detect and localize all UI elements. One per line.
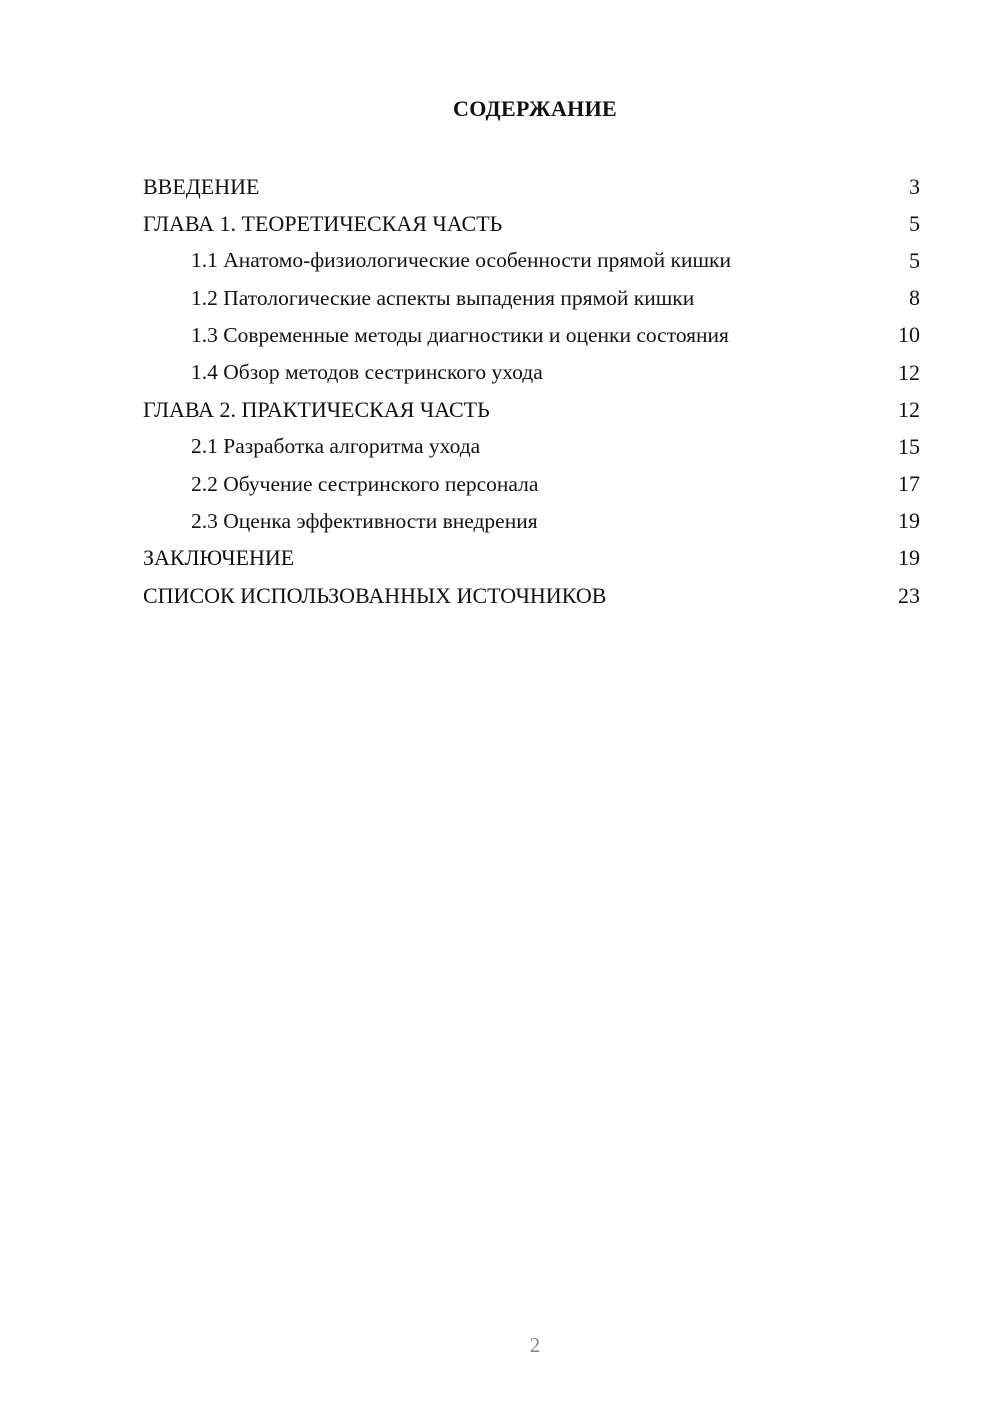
toc-entry-text: ГЛАВА 1. ТЕОРЕТИЧЕСКАЯ ЧАСТЬ [143,210,503,236]
toc-entry-text: ГЛАВА 2. ПРАКТИЧЕСКАЯ ЧАСТЬ [143,396,490,422]
toc-entry-page: 8 [909,285,920,311]
toc-entry-page: 19 [898,508,920,534]
toc-entry-text: СПИСОК ИСПОЛЬЗОВАННЫХ ИСТОЧНИКОВ [143,582,607,608]
toc-entry-page: 3 [909,173,920,199]
toc-entry-page: 23 [898,582,920,608]
toc-list [143,168,920,614]
toc-entry-page: 10 [898,322,920,348]
toc-entry-page: 5 [909,210,920,236]
toc-entry-page: 5 [909,247,920,273]
toc-entry-references [143,577,920,614]
toc-entry-section-2-3 [143,503,920,540]
toc-entry-text: ЗАКЛЮЧЕНИЕ [143,545,295,571]
toc-entry-introduction [143,168,920,205]
toc-entry-text: 2.3 Оценка эффективности внедрения [191,508,538,533]
toc-entry-section-1-3 [143,317,920,354]
toc-entry-text: 1.4 Обзор методов сестринского ухода [191,360,543,385]
toc-entry-text: 2.2 Обучение сестринского персонала [191,471,539,496]
toc-entry-section-1-4 [143,354,920,391]
toc-entry-chapter-1 [143,205,920,242]
toc-entry-conclusion [143,540,920,577]
toc-entry-text: ВВЕДЕНИЕ [143,173,260,199]
page-number: 2 [529,1333,541,1357]
toc-entry-section-2-2 [143,466,920,503]
toc-entry-text: 1.3 Современные методы диагностики и оценки состояния [191,322,729,347]
toc-entry-section-1-1 [143,242,920,279]
toc-entry-page: 12 [898,359,920,385]
toc-entry-text: 2.1 Разработка алгоритма ухода [191,434,481,459]
toc-entry-chapter-2 [143,391,920,428]
toc-entry-page: 17 [898,471,920,497]
toc-entry-page: 15 [898,433,920,459]
toc-entry-page: 19 [898,545,920,571]
toc-entry-section-2-1 [143,428,920,465]
toc-entry-page: 12 [898,396,920,422]
toc-entry-text: 1.1 Анатомо-физиологические особенности прямой кишки [191,248,731,273]
toc-entry-section-1-2 [143,280,920,317]
toc-entry-text: 1.2 Патологические аспекты выпадения прямой кишки [191,285,695,310]
toc-title: СОДЕРЖАНИЕ [453,96,617,121]
